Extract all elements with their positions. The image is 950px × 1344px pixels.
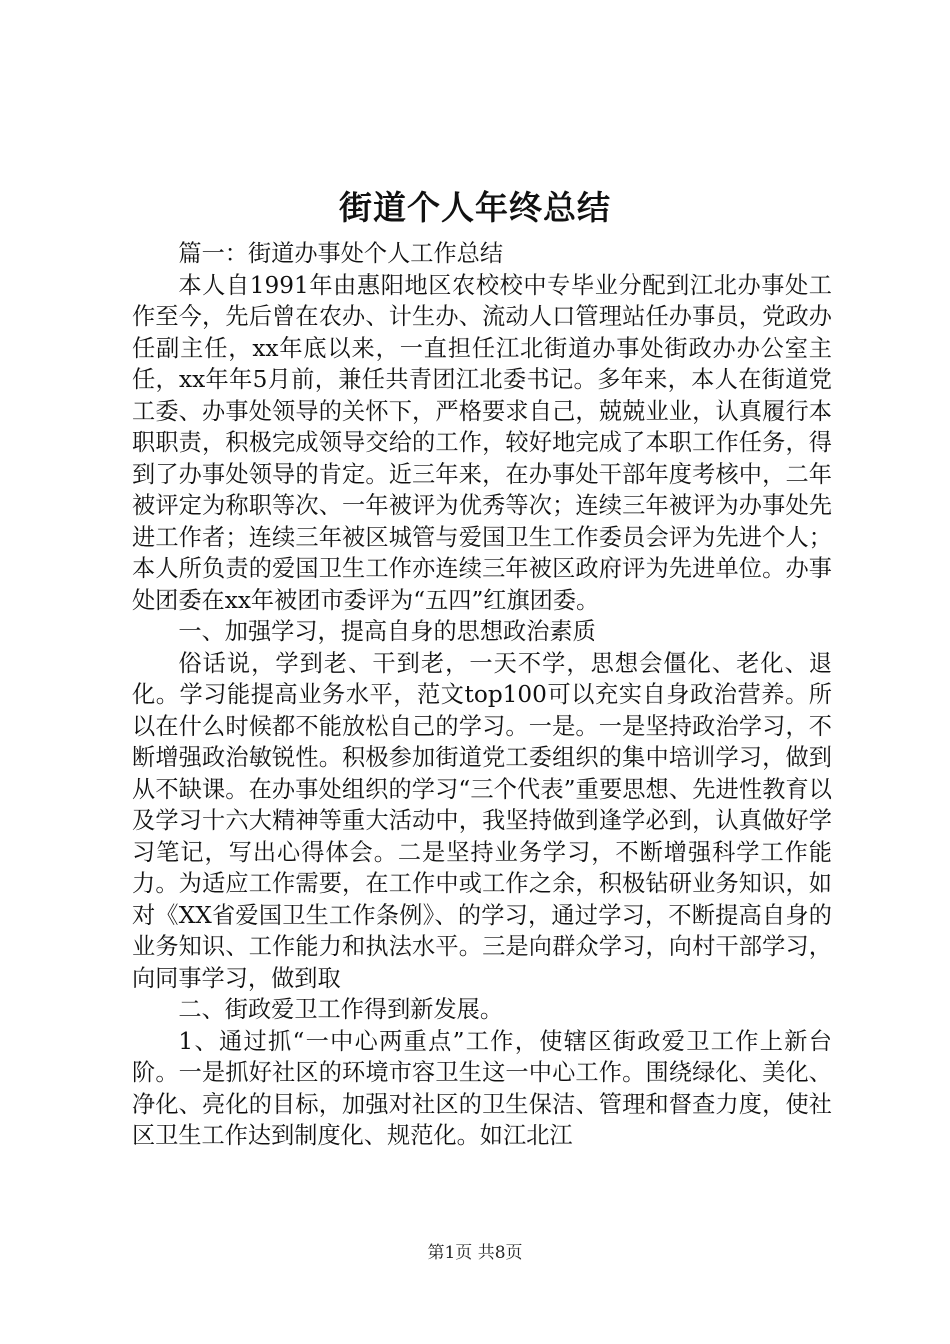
section-heading: 篇一：街道办事处个人工作总结 — [178, 240, 504, 267]
body-paragraph: 本人自1991年由惠阳地区农校校中专毕业分配到江北办事处工作至今，先后曾在农办、计生办、流动人口管理站任办事员，党政办任副主任，xx年底以来，一直担任江北街道办事处街政办办公室主任，xx年年5月前，兼任共青团江北委书记。多年来，本人在街道党工委、办事处领导的关怀下，严格要求自己，兢兢业业，认真履行本职职责，积极完成领导交给的工作，较好地完成了本职工作任务，得到了办事处领导的肯定。近三年来，在办事处干部年度考核中，二年被评定为称职等次、一年被评为优秀等次；连续三年被评为办事处先进工作者；连续三年被区城管与爱国卫生工作委员会评为先进个人；本人所负责的爱国卫生工作亦连续三年被区政府评为先进单位。办事处团委在xx年被团市委评为“五四”红旗团委。 — [132, 271, 832, 614]
body-paragraph: 俗话说，学到老、干到老，一天不学，思想会僵化、老化、退化。学习能提高业务水平，范文top100可以充实自身政治营养。所以在什么时候都不能放松自己的学习。一是。一是坚持政治学习，不断增强政治敏锐性。积极参加街道党工委组织的集中培训学习，做到从不缺课。在办事处组织的学习“三个代表”重要思想、先进性教育以及学习十六大精神等重大活动中，我坚持做到逢学必到，认真做好学习笔记，写出心得体会。二是坚持业务学习，不断增强科学工作能力。为适应工作需要，在工作中或工作之余，积极钻研业务知识，如对《XX省爱国卫生工作条例》、的学习，通过学习，不断提高自身的业务知识、工作能力和执法水平。三是向群众学习，向村干部学习，向同事学习，做到取 — [132, 649, 832, 992]
document-body — [132, 238, 832, 1152]
document-title: 街道个人年终总结 — [339, 188, 611, 227]
section-heading: 二、街政爱卫工作得到新发展。 — [178, 996, 504, 1023]
body-paragraph: 1、通过抓“一中心两重点”工作，使辖区街政爱卫工作上新台阶。一是抓好社区的环境市容卫生这一中心工作。围绕绿化、美化、净化、亮化的目标，加强对社区的卫生保洁、管理和督查力度，使社区卫生工作达到制度化、规范化。如江北江 — [132, 1027, 832, 1149]
page-number-footer: 第1页 共8页 — [427, 1243, 523, 1263]
section-heading: 一、加强学习，提高自身的思想政治素质 — [178, 618, 596, 645]
